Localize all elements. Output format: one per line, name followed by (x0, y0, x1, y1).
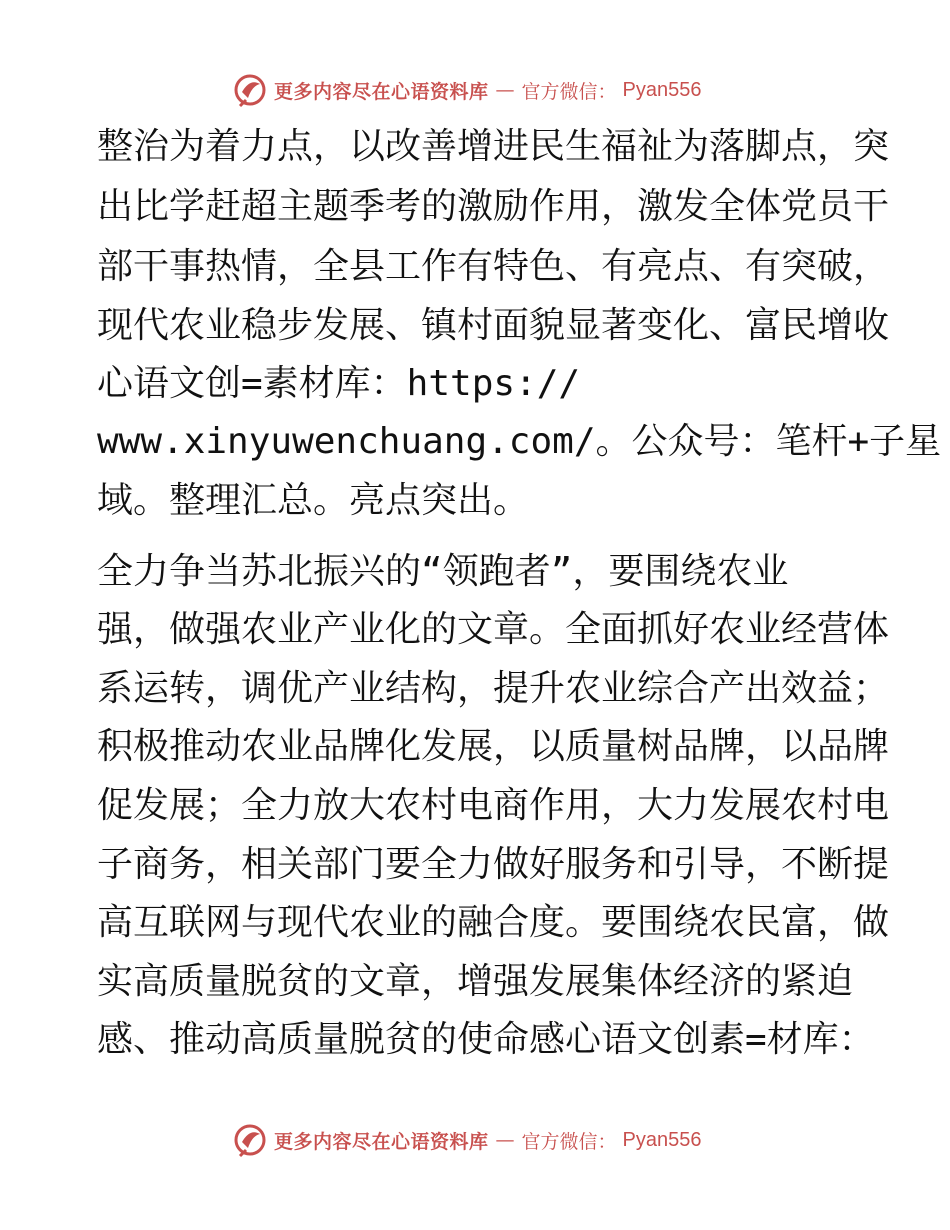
footer-wechat-label: 官方微信： (521, 1130, 617, 1153)
text-line: 出比学赶超主题季考的激励作用，激发全体党员干 (97, 186, 890, 227)
text-line: 促发展；全力放大农村电商作用，大力发展农村电 (97, 785, 890, 826)
text-line: 现代农业稳步发展、镇村面貌显著变化、富民增收 (97, 305, 890, 346)
header-wechat-label: 官方微信： (521, 80, 617, 103)
text-line: 强，做强农业产业化的文章。全面抓好农业经营体 (97, 609, 890, 650)
footer-banner-dash: — (495, 1129, 515, 1151)
text-line: 心语文创=素材库：https:// (97, 363, 581, 404)
header-wechat-id: Pyan556 (622, 78, 702, 101)
footer-banner-text: 更多内容尽在心语资料库 (274, 1130, 489, 1153)
text-line: 高互联网与现代农业的融合度。要围绕农民富，做 (97, 902, 890, 943)
text-line: 域。整理汇总。亮点突出。 (97, 480, 530, 521)
text-line: 全力争当苏北振兴的“领跑者”，要围绕农业 (97, 551, 789, 592)
logo-icon (232, 72, 268, 108)
footer-banner (232, 1120, 702, 1160)
logo-icon (232, 1122, 268, 1158)
header-banner-text: 更多内容尽在心语资料库 (274, 80, 489, 103)
text-line: 子商务，相关部门要全力做好服务和引导，不断提 (97, 844, 890, 885)
text-line: 系运转，调优产业结构，提升农业综合产出效益； (97, 668, 890, 709)
text-line: 感、推动高质量脱贫的使命感心语文创素=材库： (97, 1019, 875, 1060)
header-banner-dash: — (495, 79, 515, 101)
text-line: 实高质量脱贫的文章，增强发展集体经济的紧迫 (97, 961, 854, 1002)
text-line: 部干事热情，全县工作有特色、有亮点、有突破， (97, 246, 890, 287)
text-line: 整治为着力点，以改善增进民生福祉为落脚点，突 (97, 126, 890, 167)
footer-wechat-id: Pyan556 (622, 1128, 702, 1151)
text-line: www.xinyuwenchuang.com/。公众号：笔杆+子星 (97, 421, 942, 462)
header-banner (232, 70, 702, 110)
text-line: 积极推动农业品牌化发展，以质量树品牌，以品牌 (97, 726, 890, 767)
